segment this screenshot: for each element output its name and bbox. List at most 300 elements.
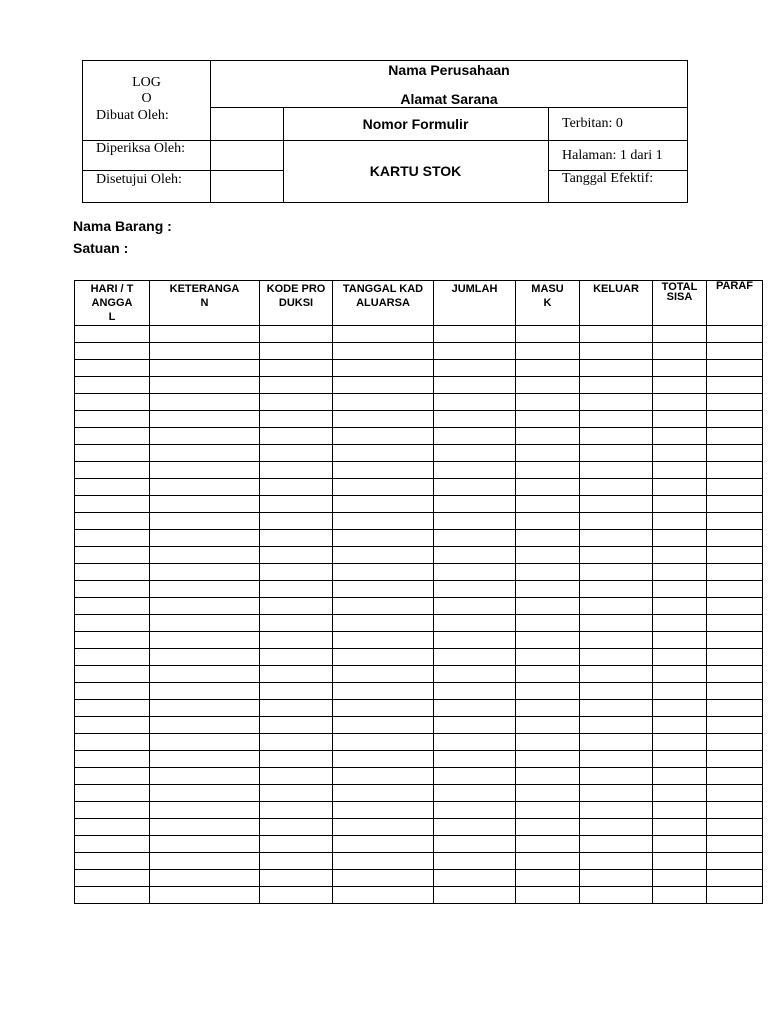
table-cell[interactable]	[260, 581, 333, 598]
table-cell[interactable]	[260, 870, 333, 887]
table-cell[interactable]	[75, 666, 150, 683]
table-cell[interactable]	[707, 700, 763, 717]
table-cell[interactable]	[260, 326, 333, 343]
table-cell[interactable]	[333, 581, 434, 598]
table-cell[interactable]	[260, 513, 333, 530]
table-cell[interactable]	[580, 479, 653, 496]
table-cell[interactable]	[516, 326, 580, 343]
table-cell[interactable]	[707, 581, 763, 598]
table-cell[interactable]	[333, 394, 434, 411]
table-cell[interactable]	[707, 462, 763, 479]
table-cell[interactable]	[434, 683, 516, 700]
table-cell[interactable]	[333, 870, 434, 887]
table-cell[interactable]	[75, 479, 150, 496]
table-cell[interactable]	[260, 717, 333, 734]
table-cell[interactable]	[580, 377, 653, 394]
table-cell[interactable]	[333, 649, 434, 666]
table-cell[interactable]	[580, 819, 653, 836]
table-cell[interactable]	[516, 564, 580, 581]
table-cell[interactable]	[260, 411, 333, 428]
table-cell[interactable]	[150, 326, 260, 343]
table-cell[interactable]	[150, 496, 260, 513]
table-cell[interactable]	[260, 853, 333, 870]
table-cell[interactable]	[260, 802, 333, 819]
table-cell[interactable]	[75, 445, 150, 462]
table-cell[interactable]	[516, 836, 580, 853]
table-cell[interactable]	[516, 870, 580, 887]
table-cell[interactable]	[434, 598, 516, 615]
table-cell[interactable]	[75, 819, 150, 836]
table-cell[interactable]	[707, 394, 763, 411]
table-cell[interactable]	[150, 853, 260, 870]
table-cell[interactable]	[516, 530, 580, 547]
table-cell[interactable]	[516, 802, 580, 819]
table-cell[interactable]	[516, 360, 580, 377]
table-cell[interactable]	[75, 802, 150, 819]
table-cell[interactable]	[434, 479, 516, 496]
table-cell[interactable]	[333, 547, 434, 564]
table-cell[interactable]	[75, 377, 150, 394]
table-cell[interactable]	[150, 734, 260, 751]
table-cell[interactable]	[434, 581, 516, 598]
table-cell[interactable]	[75, 581, 150, 598]
table-cell[interactable]	[653, 734, 707, 751]
table-cell[interactable]	[333, 768, 434, 785]
table-cell[interactable]	[580, 598, 653, 615]
table-cell[interactable]	[75, 853, 150, 870]
table-cell[interactable]	[707, 785, 763, 802]
table-cell[interactable]	[580, 428, 653, 445]
table-cell[interactable]	[333, 683, 434, 700]
table-cell[interactable]	[75, 870, 150, 887]
table-cell[interactable]	[434, 445, 516, 462]
table-cell[interactable]	[75, 411, 150, 428]
table-cell[interactable]	[150, 360, 260, 377]
table-cell[interactable]	[75, 615, 150, 632]
table-cell[interactable]	[516, 428, 580, 445]
table-cell[interactable]	[260, 836, 333, 853]
table-cell[interactable]	[260, 683, 333, 700]
table-cell[interactable]	[260, 479, 333, 496]
table-cell[interactable]	[653, 615, 707, 632]
table-cell[interactable]	[260, 564, 333, 581]
table-cell[interactable]	[580, 717, 653, 734]
table-cell[interactable]	[434, 428, 516, 445]
table-cell[interactable]	[150, 564, 260, 581]
table-cell[interactable]	[516, 496, 580, 513]
table-cell[interactable]	[707, 870, 763, 887]
table-cell[interactable]	[707, 666, 763, 683]
table-cell[interactable]	[653, 649, 707, 666]
table-cell[interactable]	[150, 700, 260, 717]
table-cell[interactable]	[580, 683, 653, 700]
table-cell[interactable]	[75, 768, 150, 785]
table-cell[interactable]	[434, 496, 516, 513]
table-cell[interactable]	[434, 819, 516, 836]
table-cell[interactable]	[580, 853, 653, 870]
table-cell[interactable]	[707, 445, 763, 462]
table-cell[interactable]	[707, 326, 763, 343]
table-cell[interactable]	[75, 394, 150, 411]
table-cell[interactable]	[260, 343, 333, 360]
table-cell[interactable]	[653, 819, 707, 836]
table-cell[interactable]	[260, 785, 333, 802]
table-cell[interactable]	[150, 870, 260, 887]
table-cell[interactable]	[434, 462, 516, 479]
table-cell[interactable]	[434, 870, 516, 887]
table-cell[interactable]	[707, 649, 763, 666]
table-cell[interactable]	[580, 496, 653, 513]
table-cell[interactable]	[333, 734, 434, 751]
table-cell[interactable]	[516, 632, 580, 649]
table-cell[interactable]	[516, 819, 580, 836]
table-cell[interactable]	[150, 683, 260, 700]
table-cell[interactable]	[434, 564, 516, 581]
table-cell[interactable]	[580, 411, 653, 428]
table-cell[interactable]	[707, 615, 763, 632]
table-cell[interactable]	[653, 428, 707, 445]
table-cell[interactable]	[707, 836, 763, 853]
table-cell[interactable]	[333, 819, 434, 836]
table-cell[interactable]	[516, 683, 580, 700]
table-cell[interactable]	[150, 836, 260, 853]
table-cell[interactable]	[260, 360, 333, 377]
table-cell[interactable]	[434, 326, 516, 343]
table-cell[interactable]	[707, 632, 763, 649]
table-cell[interactable]	[580, 785, 653, 802]
table-cell[interactable]	[580, 547, 653, 564]
table-cell[interactable]	[75, 547, 150, 564]
table-cell[interactable]	[707, 683, 763, 700]
table-cell[interactable]	[653, 751, 707, 768]
table-cell[interactable]	[150, 768, 260, 785]
table-cell[interactable]	[653, 377, 707, 394]
table-cell[interactable]	[75, 887, 150, 904]
table-cell[interactable]	[150, 615, 260, 632]
table-cell[interactable]	[150, 785, 260, 802]
table-cell[interactable]	[516, 751, 580, 768]
table-cell[interactable]	[580, 326, 653, 343]
table-cell[interactable]	[260, 615, 333, 632]
table-cell[interactable]	[260, 887, 333, 904]
table-cell[interactable]	[707, 598, 763, 615]
table-cell[interactable]	[150, 479, 260, 496]
table-cell[interactable]	[434, 411, 516, 428]
table-cell[interactable]	[516, 700, 580, 717]
table-cell[interactable]	[707, 496, 763, 513]
table-cell[interactable]	[516, 649, 580, 666]
table-cell[interactable]	[653, 768, 707, 785]
table-cell[interactable]	[75, 700, 150, 717]
table-cell[interactable]	[653, 683, 707, 700]
table-cell[interactable]	[260, 819, 333, 836]
table-cell[interactable]	[260, 632, 333, 649]
table-cell[interactable]	[580, 649, 653, 666]
table-cell[interactable]	[75, 326, 150, 343]
table-cell[interactable]	[150, 581, 260, 598]
table-cell[interactable]	[653, 394, 707, 411]
table-cell[interactable]	[75, 496, 150, 513]
table-cell[interactable]	[333, 632, 434, 649]
table-cell[interactable]	[150, 343, 260, 360]
table-cell[interactable]	[653, 343, 707, 360]
table-cell[interactable]	[260, 496, 333, 513]
table-cell[interactable]	[516, 462, 580, 479]
table-cell[interactable]	[75, 343, 150, 360]
table-cell[interactable]	[580, 768, 653, 785]
table-cell[interactable]	[653, 836, 707, 853]
table-cell[interactable]	[75, 598, 150, 615]
table-cell[interactable]	[580, 462, 653, 479]
table-cell[interactable]	[150, 394, 260, 411]
table-cell[interactable]	[653, 479, 707, 496]
table-cell[interactable]	[333, 411, 434, 428]
table-cell[interactable]	[333, 377, 434, 394]
table-cell[interactable]	[707, 802, 763, 819]
table-cell[interactable]	[333, 530, 434, 547]
table-cell[interactable]	[580, 513, 653, 530]
table-cell[interactable]	[150, 547, 260, 564]
table-cell[interactable]	[75, 462, 150, 479]
table-cell[interactable]	[260, 462, 333, 479]
table-cell[interactable]	[333, 700, 434, 717]
table-cell[interactable]	[580, 700, 653, 717]
table-cell[interactable]	[653, 496, 707, 513]
table-cell[interactable]	[434, 751, 516, 768]
table-cell[interactable]	[580, 802, 653, 819]
table-cell[interactable]	[333, 564, 434, 581]
table-cell[interactable]	[333, 785, 434, 802]
table-cell[interactable]	[333, 479, 434, 496]
table-cell[interactable]	[333, 598, 434, 615]
table-cell[interactable]	[707, 853, 763, 870]
table-cell[interactable]	[333, 343, 434, 360]
table-cell[interactable]	[653, 530, 707, 547]
table-cell[interactable]	[434, 853, 516, 870]
table-cell[interactable]	[150, 819, 260, 836]
table-cell[interactable]	[580, 530, 653, 547]
table-cell[interactable]	[653, 785, 707, 802]
table-cell[interactable]	[75, 836, 150, 853]
table-cell[interactable]	[75, 785, 150, 802]
table-cell[interactable]	[653, 700, 707, 717]
table-cell[interactable]	[434, 717, 516, 734]
table-cell[interactable]	[516, 411, 580, 428]
table-cell[interactable]	[707, 717, 763, 734]
table-cell[interactable]	[516, 887, 580, 904]
table-cell[interactable]	[516, 581, 580, 598]
table-cell[interactable]	[707, 513, 763, 530]
table-cell[interactable]	[260, 547, 333, 564]
table-cell[interactable]	[434, 615, 516, 632]
table-cell[interactable]	[707, 751, 763, 768]
table-cell[interactable]	[333, 360, 434, 377]
table-cell[interactable]	[333, 513, 434, 530]
table-cell[interactable]	[75, 649, 150, 666]
table-cell[interactable]	[653, 513, 707, 530]
table-cell[interactable]	[434, 768, 516, 785]
table-cell[interactable]	[260, 377, 333, 394]
table-cell[interactable]	[260, 751, 333, 768]
table-cell[interactable]	[150, 887, 260, 904]
table-cell[interactable]	[75, 513, 150, 530]
table-cell[interactable]	[434, 785, 516, 802]
table-cell[interactable]	[707, 530, 763, 547]
table-cell[interactable]	[580, 734, 653, 751]
table-cell[interactable]	[260, 445, 333, 462]
table-cell[interactable]	[707, 411, 763, 428]
table-cell[interactable]	[653, 666, 707, 683]
table-cell[interactable]	[75, 751, 150, 768]
table-cell[interactable]	[434, 360, 516, 377]
table-cell[interactable]	[75, 632, 150, 649]
table-cell[interactable]	[653, 853, 707, 870]
table-cell[interactable]	[333, 326, 434, 343]
table-cell[interactable]	[333, 615, 434, 632]
table-cell[interactable]	[516, 343, 580, 360]
table-cell[interactable]	[333, 802, 434, 819]
table-cell[interactable]	[707, 768, 763, 785]
table-cell[interactable]	[434, 836, 516, 853]
table-cell[interactable]	[75, 360, 150, 377]
table-cell[interactable]	[333, 836, 434, 853]
table-cell[interactable]	[707, 547, 763, 564]
table-cell[interactable]	[580, 343, 653, 360]
table-cell[interactable]	[260, 598, 333, 615]
table-cell[interactable]	[75, 734, 150, 751]
table-cell[interactable]	[580, 751, 653, 768]
table-cell[interactable]	[516, 853, 580, 870]
table-cell[interactable]	[333, 496, 434, 513]
table-cell[interactable]	[150, 802, 260, 819]
table-cell[interactable]	[260, 666, 333, 683]
table-cell[interactable]	[333, 887, 434, 904]
table-cell[interactable]	[516, 394, 580, 411]
table-cell[interactable]	[434, 343, 516, 360]
table-cell[interactable]	[150, 411, 260, 428]
table-cell[interactable]	[653, 564, 707, 581]
table-cell[interactable]	[75, 683, 150, 700]
table-cell[interactable]	[516, 615, 580, 632]
table-cell[interactable]	[653, 462, 707, 479]
table-cell[interactable]	[707, 479, 763, 496]
table-cell[interactable]	[707, 819, 763, 836]
table-cell[interactable]	[516, 734, 580, 751]
table-cell[interactable]	[150, 666, 260, 683]
table-cell[interactable]	[150, 632, 260, 649]
table-cell[interactable]	[653, 870, 707, 887]
table-cell[interactable]	[260, 649, 333, 666]
table-cell[interactable]	[333, 751, 434, 768]
table-cell[interactable]	[150, 428, 260, 445]
table-cell[interactable]	[150, 751, 260, 768]
table-cell[interactable]	[653, 360, 707, 377]
table-cell[interactable]	[516, 445, 580, 462]
table-cell[interactable]	[516, 513, 580, 530]
table-cell[interactable]	[150, 513, 260, 530]
table-cell[interactable]	[707, 360, 763, 377]
table-cell[interactable]	[333, 717, 434, 734]
table-cell[interactable]	[150, 717, 260, 734]
table-cell[interactable]	[580, 666, 653, 683]
table-cell[interactable]	[516, 377, 580, 394]
table-cell[interactable]	[580, 581, 653, 598]
table-cell[interactable]	[580, 564, 653, 581]
table-cell[interactable]	[580, 870, 653, 887]
table-cell[interactable]	[434, 547, 516, 564]
table-cell[interactable]	[333, 462, 434, 479]
table-cell[interactable]	[260, 394, 333, 411]
table-cell[interactable]	[653, 887, 707, 904]
table-cell[interactable]	[434, 632, 516, 649]
table-cell[interactable]	[653, 581, 707, 598]
table-cell[interactable]	[434, 700, 516, 717]
table-cell[interactable]	[580, 632, 653, 649]
table-cell[interactable]	[333, 853, 434, 870]
table-cell[interactable]	[516, 547, 580, 564]
table-cell[interactable]	[434, 802, 516, 819]
table-cell[interactable]	[434, 377, 516, 394]
table-cell[interactable]	[434, 394, 516, 411]
table-cell[interactable]	[260, 530, 333, 547]
table-cell[interactable]	[75, 717, 150, 734]
table-cell[interactable]	[516, 717, 580, 734]
table-cell[interactable]	[516, 479, 580, 496]
table-cell[interactable]	[580, 394, 653, 411]
table-cell[interactable]	[707, 564, 763, 581]
table-cell[interactable]	[434, 649, 516, 666]
table-cell[interactable]	[434, 513, 516, 530]
table-cell[interactable]	[75, 564, 150, 581]
table-cell[interactable]	[516, 666, 580, 683]
table-cell[interactable]	[580, 445, 653, 462]
table-cell[interactable]	[707, 887, 763, 904]
table-cell[interactable]	[516, 598, 580, 615]
table-cell[interactable]	[75, 428, 150, 445]
table-cell[interactable]	[260, 768, 333, 785]
table-cell[interactable]	[653, 445, 707, 462]
table-cell[interactable]	[150, 445, 260, 462]
table-cell[interactable]	[75, 530, 150, 547]
table-cell[interactable]	[150, 598, 260, 615]
table-cell[interactable]	[653, 717, 707, 734]
table-cell[interactable]	[653, 411, 707, 428]
table-cell[interactable]	[580, 360, 653, 377]
table-cell[interactable]	[434, 887, 516, 904]
table-cell[interactable]	[260, 700, 333, 717]
table-cell[interactable]	[434, 530, 516, 547]
table-cell[interactable]	[707, 343, 763, 360]
table-cell[interactable]	[150, 530, 260, 547]
table-cell[interactable]	[260, 734, 333, 751]
table-cell[interactable]	[516, 768, 580, 785]
table-cell[interactable]	[580, 836, 653, 853]
table-cell[interactable]	[333, 666, 434, 683]
table-cell[interactable]	[653, 802, 707, 819]
table-cell[interactable]	[707, 428, 763, 445]
table-cell[interactable]	[434, 666, 516, 683]
table-cell[interactable]	[580, 887, 653, 904]
table-cell[interactable]	[434, 734, 516, 751]
table-cell[interactable]	[333, 445, 434, 462]
table-cell[interactable]	[150, 377, 260, 394]
table-cell[interactable]	[150, 462, 260, 479]
table-cell[interactable]	[653, 326, 707, 343]
table-cell[interactable]	[653, 547, 707, 564]
table-cell[interactable]	[653, 598, 707, 615]
table-cell[interactable]	[707, 734, 763, 751]
table-cell[interactable]	[150, 649, 260, 666]
